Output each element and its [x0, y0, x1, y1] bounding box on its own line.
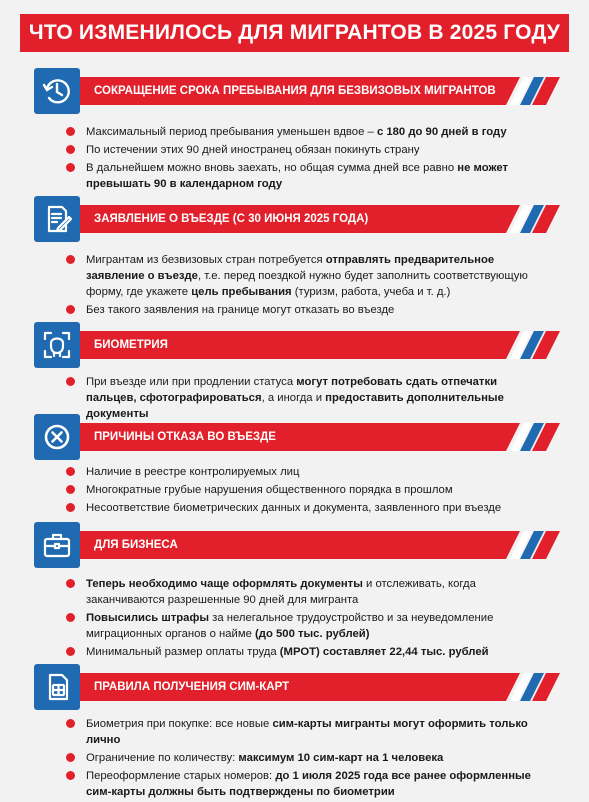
list-item: Биометрия при покупке: все новые сим-карты мигранты могут оформить только лично: [66, 716, 536, 748]
section-banner: [80, 331, 560, 359]
section-heading: ПРАВИЛА ПОЛУЧЕНИЯ СИМ-КАРТ: [94, 681, 290, 693]
page-title: ЧТО ИЗМЕНИЛОСЬ ДЛЯ МИГРАНТОВ В 2025 ГОДУ: [20, 14, 569, 52]
bullet-list: [66, 576, 536, 662]
list-item: Мигрантам из безвизовых стран потребуется отправлять предварительное заявление о въезде, т.е. перед поездкой нужно будет заполнить соответствующую форму, где укажете цель пребывания (туризм, работа, учеба и т. д.): [66, 252, 536, 300]
bullet-list: [66, 464, 536, 518]
list-item: Несоответствие биометрических данных и документа, заявленного при въезде: [66, 500, 536, 516]
list-item: Наличие в реестре контролируемых лиц: [66, 464, 536, 480]
list-item: Теперь необходимо чаще оформлять документы и отслеживать, когда заканчиваются разрешенные 90 дней для мигранта: [66, 576, 536, 608]
section-heading: ПРИЧИНЫ ОТКАЗА ВО ВЪЕЗДЕ: [94, 431, 276, 443]
list-item: В дальнейшем можно вновь заехать, но общая сумма дней все равно не может превышать 90 в календарном году: [66, 160, 536, 192]
bullet-list: [66, 716, 536, 802]
section-banner: [80, 673, 560, 701]
face-scan-icon: [34, 322, 80, 368]
section-banner: [80, 531, 560, 559]
list-item: При въезде или при продлении статуса могут потребовать сдать отпечатки пальцев, сфотографироваться, а иногда и предоставить дополнительные документы: [66, 374, 536, 422]
section-heading: ДЛЯ БИЗНЕСА: [94, 539, 178, 551]
list-item: Без такого заявления на границе могут отказать во въезде: [66, 302, 536, 318]
bullet-list: [66, 252, 536, 320]
section-heading: СОКРАЩЕНИЕ СРОКА ПРЕБЫВАНИЯ ДЛЯ БЕЗВИЗОВЫХ МИГРАНТОВ: [94, 85, 496, 97]
list-item: Многократные грубые нарушения общественного порядка в прошлом: [66, 482, 536, 498]
section-banner: [80, 77, 560, 105]
clock-history-icon: [34, 68, 80, 114]
document-pen-icon: [34, 196, 80, 242]
list-item: Максимальный период пребывания уменьшен вдвое – с 180 до 90 дней в году: [66, 124, 536, 140]
briefcase-icon: [34, 522, 80, 568]
section-banner: [80, 205, 560, 233]
list-item: По истечении этих 90 дней иностранец обязан покинуть страну: [66, 142, 536, 158]
list-item: Переоформление старых номеров: до 1 июля 2025 года все ранее оформленные сим-карты должны быть подтверждены по биометрии: [66, 768, 536, 800]
refusal-x-icon: [34, 414, 80, 460]
list-item: Минимальный размер оплаты труда (МРОТ) составляет 22,44 тыс. рублей: [66, 644, 536, 660]
list-item: Повысились штрафы за нелегальное трудоустройство и за неуведомление миграционных органов о найме (до 500 тыс. рублей): [66, 610, 536, 642]
section-banner: [80, 423, 560, 451]
section-heading: БИОМЕТРИЯ: [94, 339, 168, 351]
bullet-list: [66, 374, 536, 424]
bullet-list: [66, 124, 536, 194]
list-item: Ограничение по количеству: максимум 10 сим-карт на 1 человека: [66, 750, 536, 766]
sim-card-icon: [34, 664, 80, 710]
section-heading: ЗАЯВЛЕНИЕ О ВЪЕЗДЕ (С 30 ИЮНЯ 2025 ГОДА): [94, 213, 369, 225]
